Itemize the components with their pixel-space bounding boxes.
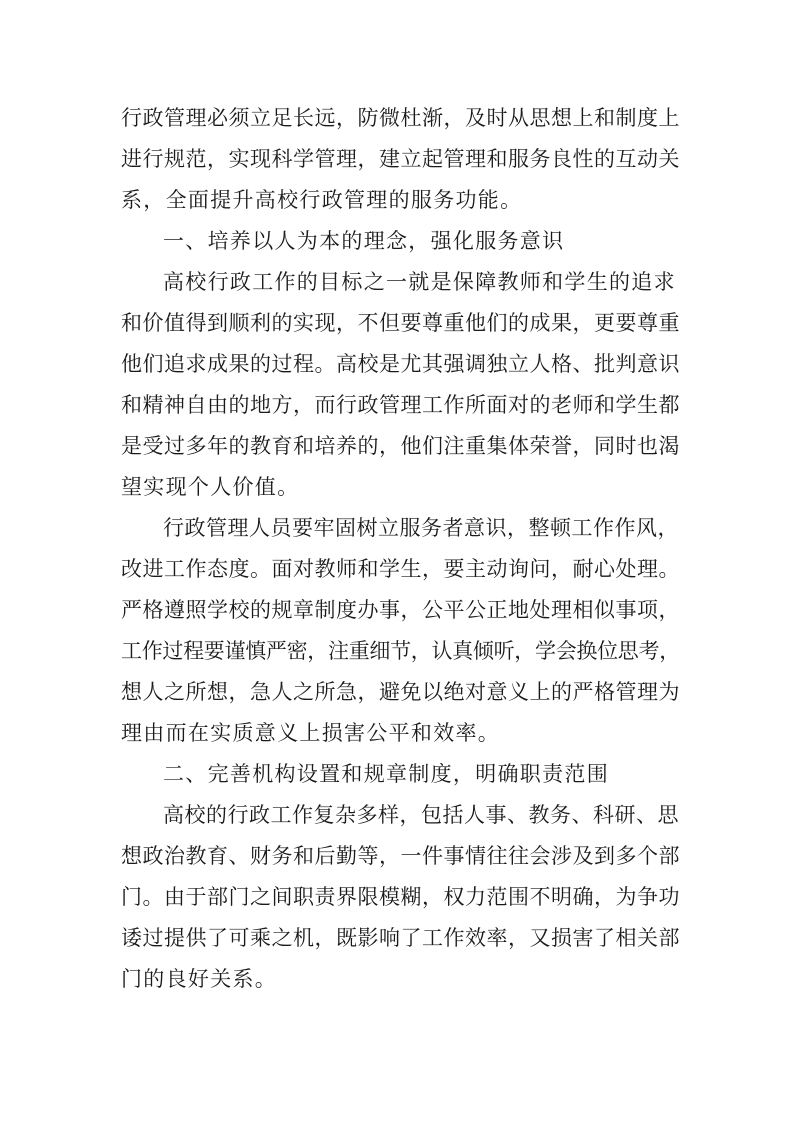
paragraph-line: 和价值得到顺利的实现，不但要尊重他们的成果，更要尊重 [121,311,680,335]
paragraph-line: 是受过多年的教育和培养的，他们注重集体荣誉，同时也渴 [121,434,680,458]
paragraph-line: 改进工作态度。面对教师和学生，要主动询问，耐心处理。 [121,557,680,581]
paragraph-line: 想人之所想，急人之所急，避免以绝对意义上的严格管理为 [121,680,680,704]
paragraph-line: 严格遵照学校的规章制度办事，公平公正地处理相似事项， [121,598,680,622]
section-heading: 一、培养以人为本的理念，强化服务意识 [163,229,565,253]
paragraph-line: 工作过程要谨慎严密，注重细节，认真倾听，学会换位思考， [121,639,680,663]
paragraph-line: 系，全面提升高校行政管理的服务功能。 [121,188,523,212]
paragraph-line: 理由而在实质意义上损害公平和效率。 [121,721,501,745]
paragraph-line: 进行规范，实现科学管理，建立起管理和服务良性的互动关 [121,147,680,171]
section-heading: 二、完善机构设置和规章制度，明确职责范围 [163,762,609,786]
paragraph-line: 高校的行政工作复杂多样，包括人事、教务、科研、思 [163,803,679,827]
paragraph-line: 行政管理必须立足长远，防微杜渐，及时从思想上和制度上 [121,106,680,130]
paragraph-line: 门。由于部门之间职责界限模糊，权力范围不明确，为争功 [121,885,680,909]
paragraph-line: 望实现个人价值。 [121,475,300,499]
paragraph-line: 行政管理人员要牢固树立服务者意识，整顿工作作风， [163,516,679,540]
paragraph-line: 和精神自由的地方，而行政管理工作所面对的老师和学生都 [121,393,680,417]
paragraph-line: 诿过提供了可乘之机，既影响了工作效率，又损害了相关部 [121,926,680,950]
paragraph-line: 想政治教育、财务和后勤等，一件事情往往会涉及到多个部 [121,844,680,868]
paragraph-line: 高校行政工作的目标之一就是保障教师和学生的追求 [163,270,676,294]
paragraph-line: 他们追求成果的过程。高校是尤其强调独立人格、批判意识 [121,352,680,376]
paragraph-line: 门的良好关系。 [121,967,278,991]
